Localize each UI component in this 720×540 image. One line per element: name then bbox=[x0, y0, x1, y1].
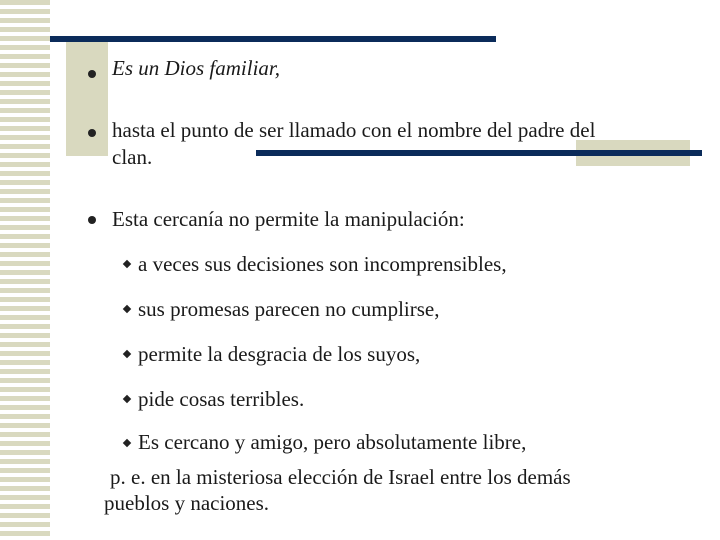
decorative-navy-line-middle bbox=[256, 150, 702, 156]
bullet-dot-icon bbox=[88, 216, 96, 224]
bullet-dot-icon bbox=[88, 70, 96, 78]
bullet-text-2-line-2: clan. bbox=[112, 145, 153, 169]
diamond-bullet-icon bbox=[123, 395, 131, 403]
decorative-stripe-band bbox=[0, 0, 50, 540]
subbullet-text-5: Es cercano y amigo, pero absolutamente libre, bbox=[138, 430, 527, 454]
diamond-bullet-icon bbox=[123, 350, 131, 358]
subbullet-text-1: a veces sus decisiones son incomprensibles, bbox=[138, 252, 507, 276]
subbullet-text-3: permite la desgracia de los suyos, bbox=[138, 342, 421, 366]
subbullet-text-4: pide cosas terribles. bbox=[138, 387, 305, 411]
diamond-bullet-icon bbox=[123, 260, 131, 268]
decorative-navy-line-top bbox=[50, 36, 496, 42]
bullet-text-2-line-1: hasta el punto de ser llamado con el nombre del padre del bbox=[112, 118, 596, 142]
diamond-bullet-icon bbox=[123, 305, 131, 313]
decorative-khaki-block bbox=[66, 40, 108, 156]
subbullet-text-2: sus promesas parecen no cumplirse, bbox=[138, 297, 440, 321]
bullet-text-1: Es un Dios familiar, bbox=[112, 56, 281, 80]
tail-text-line-1: p. e. en la misteriosa elección de Israel entre los demás bbox=[110, 465, 571, 489]
tail-text-line-2: pueblos y naciones. bbox=[104, 491, 270, 515]
bullet-text-3: Esta cercanía no permite la manipulación: bbox=[112, 207, 465, 231]
diamond-bullet-icon bbox=[123, 439, 131, 447]
bullet-dot-icon bbox=[88, 129, 96, 137]
